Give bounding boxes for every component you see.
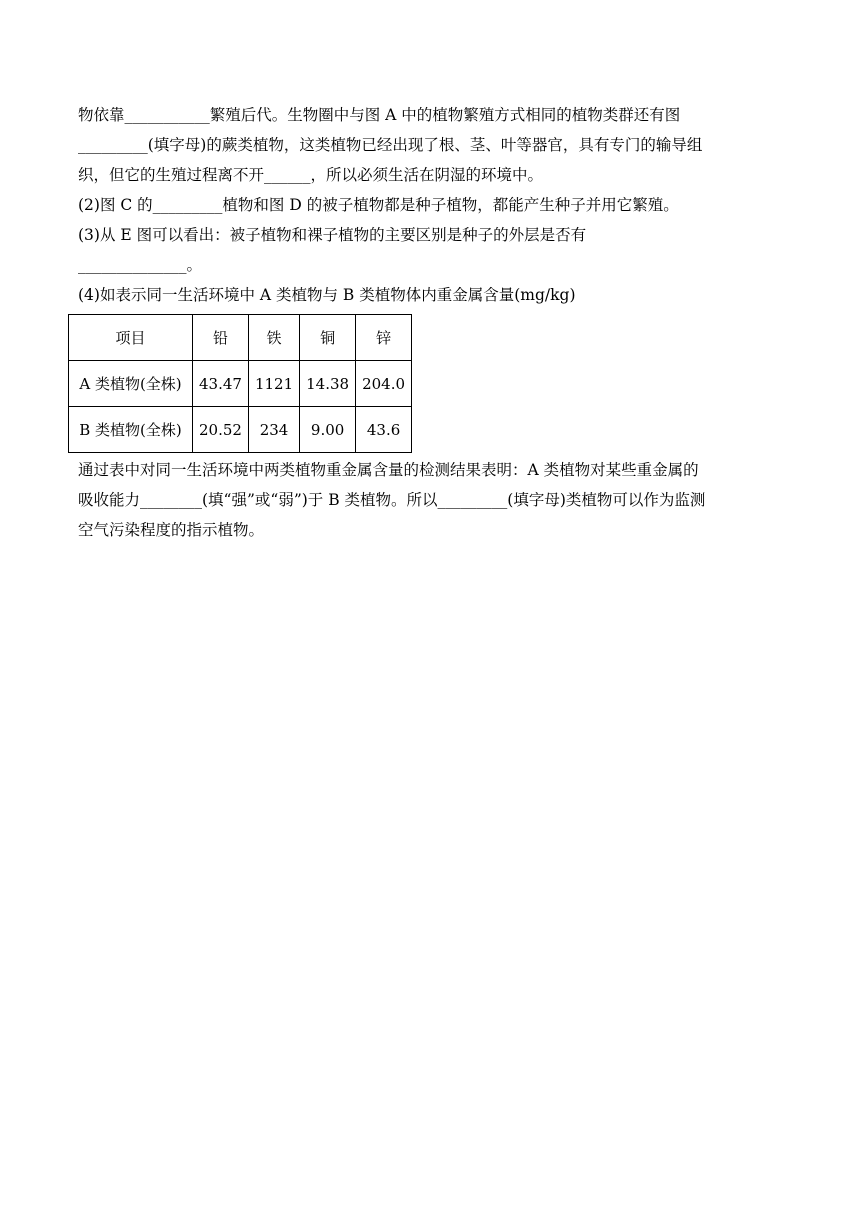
row-label: A 类植物(全株) <box>69 361 193 407</box>
text-line: 织，但它的生殖过程离不开______，所以必须生活在阴湿的环境中。 <box>78 166 544 184</box>
table-row <box>69 407 412 453</box>
document-page <box>78 100 788 545</box>
question-3: (3)从 E 图可以看出：被子植物和裸子植物的主要区别是种子的外层是否有 <box>78 226 587 244</box>
header-copper: 铜 <box>300 315 356 361</box>
header-zinc: 锌 <box>356 315 412 361</box>
text-line: 物依靠___________繁殖后代。生物圈中与图 A 中的植物繁殖方式相同的植物类群还有图 <box>78 106 681 124</box>
text-line: ______________。 <box>78 256 203 274</box>
table-header-row <box>69 315 412 361</box>
conclusion-line: 通过表中对同一生活环境中两类植物重金属含量的检测结果表明：A 类植物对某些重金属的 <box>78 461 699 479</box>
conclusion-line: 吸收能力________(填“强”或“弱”)于 B 类植物。所以_________(填字母)类植物可以作为监测 <box>78 491 706 509</box>
table-cell: 20.52 <box>193 407 249 453</box>
table-cell: 43.6 <box>356 407 412 453</box>
question-4: (4)如表示同一生活环境中 A 类植物与 B 类植物体内重金属含量(mg/kg) <box>78 286 576 304</box>
conclusion-line: 空气污染程度的指示植物。 <box>78 521 265 539</box>
question-2: (2)图 C 的_________植物和图 D 的被子植物都是种子植物，都能产生种子并用它繁殖。 <box>78 196 679 214</box>
header-iron: 铁 <box>248 315 299 361</box>
table-cell: 43.47 <box>193 361 249 407</box>
table-cell: 234 <box>248 407 299 453</box>
metal-content-table-wrapper <box>68 314 788 453</box>
table-cell: 204.0 <box>356 361 412 407</box>
table-cell: 14.38 <box>300 361 356 407</box>
table-cell: 1121 <box>248 361 299 407</box>
table-cell: 9.00 <box>300 407 356 453</box>
header-lead: 铅 <box>193 315 249 361</box>
header-item: 项目 <box>69 315 193 361</box>
row-label: B 类植物(全株) <box>69 407 193 453</box>
table-row <box>69 361 412 407</box>
metal-content-table <box>68 314 412 453</box>
text-line: _________(填字母)的蕨类植物，这类植物已经出现了根、茎、叶等器官，具有专门的输导组 <box>78 136 703 154</box>
